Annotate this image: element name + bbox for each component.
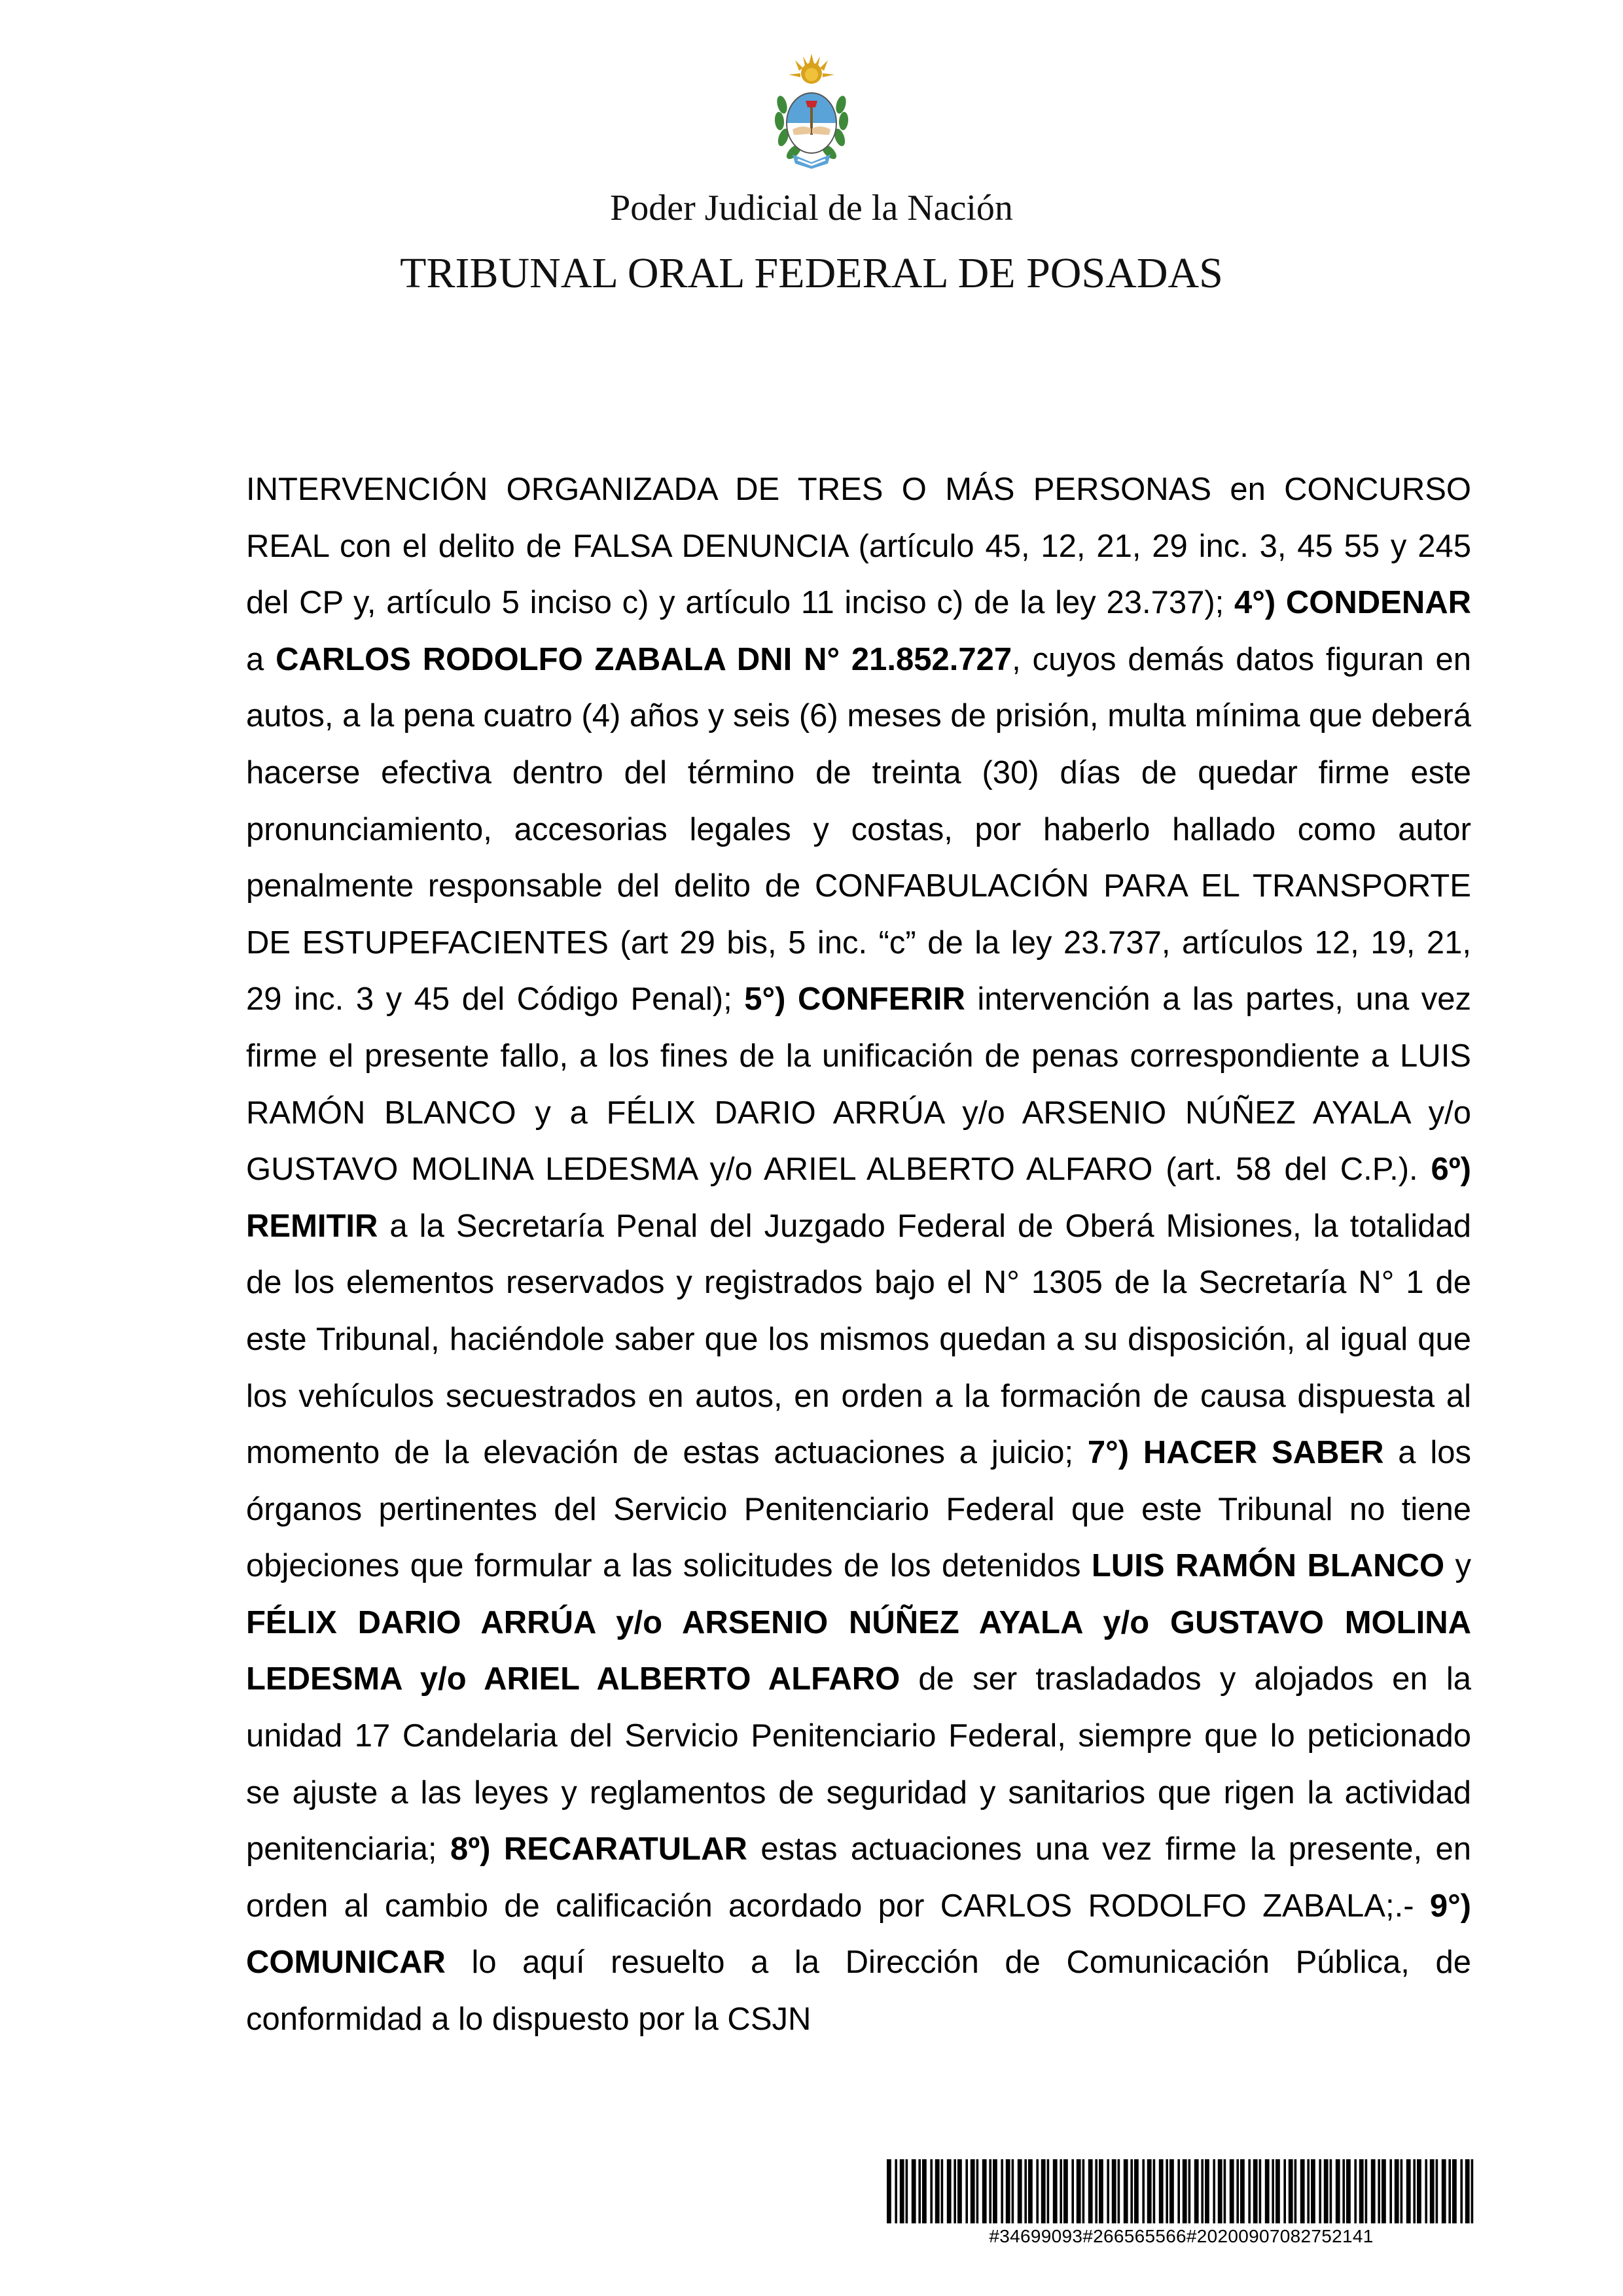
barcode-bar	[1417, 2159, 1421, 2223]
text-segment: a	[246, 641, 276, 677]
barcode-bar	[1024, 2159, 1027, 2223]
barcode-bar	[1194, 2159, 1199, 2223]
barcode-bar	[1448, 2159, 1451, 2223]
barcode-bar	[1169, 2159, 1174, 2223]
barcode-bar	[1006, 2159, 1010, 2223]
barcode-bar	[1118, 2159, 1120, 2223]
barcode-bar	[1272, 2159, 1274, 2223]
barcode-bar	[941, 2159, 944, 2223]
barcode-bar	[1159, 2159, 1164, 2223]
barcode-bar	[1275, 2159, 1280, 2223]
barcode-bar	[1063, 2159, 1068, 2223]
barcode-bar	[1099, 2159, 1103, 2223]
barcode-bar	[1236, 2159, 1239, 2223]
barcode-bar	[1406, 2159, 1411, 2223]
text-segment: a los órganos pertinentes del Servicio Penitenciario Federal que este Tribunal no tiene objeciones que formular a las solicitudes de los detenidos	[246, 1435, 1471, 1584]
text-segment: , cuyos demás datos figuran en autos, a la pena cuatro (4) años y seis (6) meses de prisión, multa mínima que deberá hacerse efectiva dentro del término de treinta (30) días de quedar firme este pronunciamiento, accesorias legales y costas, por haberlo hallado como autor penalmente responsable del delito de CONFABULACIÓN PARA EL TRANSPORTE DE ESTUPEFACIENTES (art 29 bis, 5 inc. “c” de la ley 23.737, artículos 12, 19, 21, 29 inc. 3 y 45 del Código Penal);	[246, 641, 1471, 1017]
barcode-bar	[1319, 2159, 1321, 2223]
barcode-bar	[1436, 2159, 1438, 2223]
barcode-bar	[1153, 2159, 1156, 2223]
text-segment: a la Secretaría Penal del Juzgado Federal de Oberá Misiones, la totalidad de los elementos reservados y registrados bajo el N° 1305 de la Secretaría N° 1 de este Tribunal, haciéndole saber que los mismos quedan a su disposición, al igual que los vehículos secuestrados en autos, en orden a la formación de causa dispuesta al momento de la elevación de estas actuaciones a juicio;	[246, 1208, 1471, 1471]
barcode-bar	[1289, 2159, 1293, 2223]
barcode-bar	[1107, 2159, 1109, 2223]
barcode-bar	[957, 2159, 962, 2223]
barcode-bar	[1147, 2159, 1152, 2223]
barcode-number: #34699093#266565566#20200907082752141	[989, 2226, 1374, 2246]
barcode-bar	[1283, 2159, 1286, 2223]
barcode-bar	[954, 2159, 956, 2223]
barcode-bar	[900, 2159, 904, 2223]
barcode-bar	[1224, 2159, 1226, 2223]
barcode-bar	[976, 2159, 979, 2223]
barcode-bar	[1053, 2159, 1058, 2223]
barcode-bar	[1465, 2159, 1470, 2223]
barcode-bar	[887, 2159, 891, 2223]
barcode-bar	[1088, 2159, 1093, 2223]
bold-segment: 9°) COMUNICAR	[246, 1888, 1471, 1981]
barcode-bar	[1253, 2159, 1258, 2223]
barcode-bar	[1201, 2159, 1204, 2223]
barcode-bar	[1166, 2159, 1168, 2223]
barcode-bar	[1382, 2159, 1386, 2223]
barcode-bar	[895, 2159, 897, 2223]
argentina-coat-of-arms-icon	[769, 52, 854, 177]
court-name: Poder Judicial de la Nación	[610, 188, 1013, 228]
barcode-bar	[1012, 2159, 1014, 2223]
barcode-bar	[993, 2159, 997, 2223]
text-segment: INTERVENCIÓN ORGANIZADA DE TRES O MÁS PERSONAS en CONCURSO REAL con el delito de FALSA DENUNCIA (artículo 45, 12, 21, 29 inc. 3, 45 55 y 245 del CP y, artículo 5 inciso c) y artículo 11 inciso c) de la ley 23.737);	[246, 472, 1471, 621]
barcode-bar	[1400, 2159, 1403, 2223]
barcode-bar	[1365, 2159, 1368, 2223]
barcode-bar	[1082, 2159, 1085, 2223]
barcode-bar	[1060, 2159, 1062, 2223]
barcode-bar	[989, 2159, 991, 2223]
text-segment: intervención a las partes, una vez firme el presente fallo, a los fines de la unificación de penas correspondiente a LUIS RAMÓN BLANCO y a FÉLIX DARIO ARRÚA y/o ARSENIO NÚÑEZ AYALA y/o GUSTAVO MOLINA LEDESMA y/o ARIEL ALBERTO ALFARO (art. 58 del C.P.).	[246, 981, 1471, 1188]
barcode-bar	[1265, 2159, 1270, 2223]
barcode-bar	[947, 2159, 952, 2223]
barcode-bar	[1330, 2159, 1332, 2223]
bold-segment: CARLOS RODOLFO ZABALA DNI N° 21.852.727	[276, 641, 1012, 677]
barcode-icon	[887, 2159, 1476, 2223]
barcode-bar	[1213, 2159, 1215, 2223]
barcode-bar	[1354, 2159, 1357, 2223]
barcode-bar	[1130, 2159, 1133, 2223]
barcode-bar	[1430, 2159, 1435, 2223]
barcode-bar	[935, 2159, 940, 2223]
barcode-bar	[1205, 2159, 1209, 2223]
barcode-bar	[1346, 2159, 1351, 2223]
barcode-bar	[982, 2159, 987, 2223]
barcode-bar	[1336, 2159, 1340, 2223]
barcode-bar	[1460, 2159, 1463, 2223]
tribunal-name: TRIBUNAL ORAL FEDERAL DE POSADAS	[400, 249, 1223, 297]
barcode-bar	[1378, 2159, 1380, 2223]
barcode-bar	[1028, 2159, 1033, 2223]
barcode-bar	[1134, 2159, 1139, 2223]
barcode-bar	[971, 2159, 975, 2223]
barcode-bar	[1442, 2159, 1446, 2223]
barcode-bar	[1124, 2159, 1128, 2223]
barcode-bar	[1095, 2159, 1097, 2223]
resolution-text	[246, 461, 1471, 2048]
bold-segment: FÉLIX DARIO ARRÚA y/o ARSENIO NÚÑEZ AYALA y/o GUSTAVO MOLINA LEDESMA y/o ARIEL ALBERTO ALFARO	[246, 1604, 1471, 1697]
barcode-bar	[1452, 2159, 1457, 2223]
bold-segment: 7°) HACER SABER	[1087, 1435, 1384, 1471]
barcode-bar	[1425, 2159, 1427, 2223]
bold-segment: LUIS RAMÓN BLANCO	[1091, 1548, 1445, 1584]
barcode-bar	[1018, 2159, 1022, 2223]
barcode-bar	[1142, 2159, 1145, 2223]
barcode-bar	[1230, 2159, 1234, 2223]
barcode-bar	[1218, 2159, 1222, 2223]
barcode-bar	[1371, 2159, 1376, 2223]
barcode-bar	[1240, 2159, 1245, 2223]
barcode-bar	[1188, 2159, 1191, 2223]
barcode-bar	[1077, 2159, 1081, 2223]
barcode-bar	[1307, 2159, 1310, 2223]
barcode-bar	[922, 2159, 927, 2223]
barcode-bar	[1395, 2159, 1399, 2223]
text-segment: de ser trasladados y alojados en la unidad 17 Candelaria del Servicio Penitenciario Federal, siempre que lo peticionado se ajuste a las leyes y reglamentos de seguridad y sanitarios que rigen la actividad penitenciaria;	[246, 1661, 1471, 1867]
text-segment: estas actuaciones una vez firme la presente, en orden al cambio de calificación acordado por CARLOS RODOLFO ZABALA;.-	[246, 1831, 1472, 1924]
barcode-bar	[1177, 2159, 1180, 2223]
barcode-bar	[918, 2159, 921, 2223]
bold-segment: 4°) CONDENAR	[1234, 585, 1471, 621]
barcode-bar	[1342, 2159, 1345, 2223]
barcode-bar	[1413, 2159, 1416, 2223]
barcode-bar	[1183, 2159, 1187, 2223]
text-segment: y	[1444, 1548, 1471, 1584]
text-segment: lo aquí resuelto a la Dirección de Comunicación Pública, de conformidad a lo dispuesto por la CSJN	[246, 1945, 1471, 2038]
barcode-bar	[1294, 2159, 1297, 2223]
barcode-bar	[1389, 2159, 1392, 2223]
barcode-bar	[906, 2159, 908, 2223]
barcode-bar	[1359, 2159, 1364, 2223]
barcode-bar	[912, 2159, 916, 2223]
barcode-bar	[965, 2159, 968, 2223]
barcode-bar	[930, 2159, 933, 2223]
barcode-bar	[1300, 2159, 1305, 2223]
barcode-bar	[1311, 2159, 1315, 2223]
bold-segment: 8º) RECARATULAR	[450, 1831, 747, 1867]
barcode-bar	[1259, 2159, 1262, 2223]
barcode-bar	[1036, 2159, 1039, 2223]
bold-segment: 6º) REMITIR	[246, 1152, 1471, 1244]
bold-segment: 5°) CONFERIR	[744, 981, 965, 1017]
barcode-bar	[1324, 2159, 1329, 2223]
barcode-bar	[1071, 2159, 1074, 2223]
barcode-bar	[1001, 2159, 1003, 2223]
barcode-bar	[1471, 2159, 1474, 2223]
barcode-bar	[1112, 2159, 1116, 2223]
barcode-bar	[1041, 2159, 1046, 2223]
barcode-bar	[1248, 2159, 1251, 2223]
barcode-bar	[1047, 2159, 1050, 2223]
